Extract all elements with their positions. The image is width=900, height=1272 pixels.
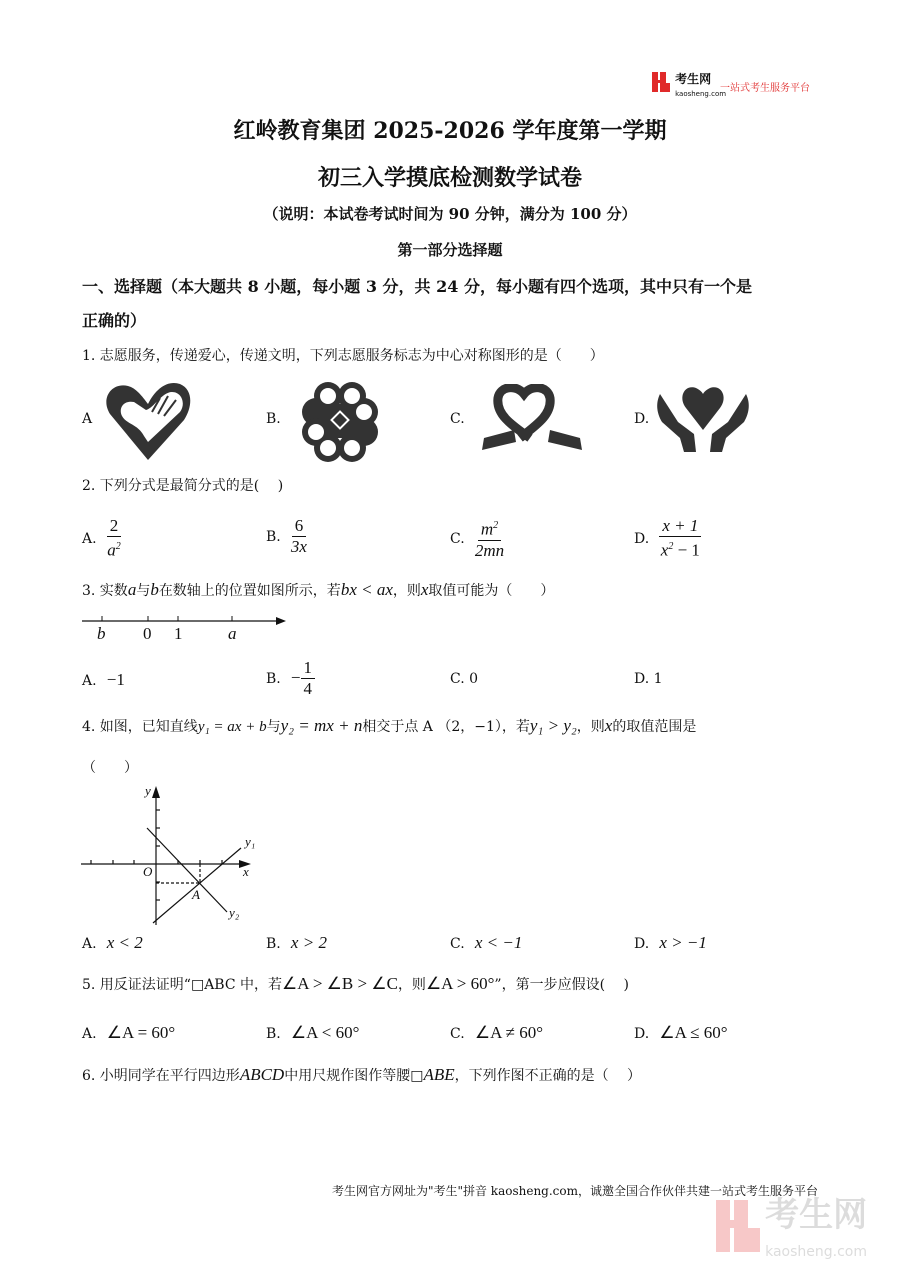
q2-option-d [634,516,701,561]
axis-label-b: b [97,624,106,643]
q2-option-c [450,516,504,561]
option-label: D. [634,1026,650,1042]
denominator-tail: − 1 [673,540,700,560]
sign: − [290,668,301,687]
math: y₂ = mx + n [280,716,363,735]
option-label: B. [266,936,281,952]
option-value: ∠A = 60° [106,1023,176,1042]
math: y₁ > y₂ [529,716,577,735]
logo-mark-icon [652,72,670,92]
text: ，下列作图不正确的是（ ） [454,1068,642,1084]
q4-option-a [82,933,143,953]
text: 6. 小明同学在平行四边形 [82,1068,240,1084]
option-value: ∠A < 60° [290,1023,360,1042]
text: 相交于点 A （2，−1），若 [362,719,530,735]
q2-option-b [266,516,307,557]
axis-label-a: a [228,624,237,643]
option-label: B. [266,671,281,687]
exam-note: （说明：本试卷考试时间为 90 分钟，满分为 100 分） [263,205,637,223]
graph-label-y: y [145,783,151,798]
math: ABCD [239,1065,285,1084]
fraction [659,516,701,561]
q5-stem [82,974,629,994]
graph-label-x: x [243,864,249,879]
q5-option-a [82,1023,175,1043]
option-value: x < 2 [106,933,143,952]
denominator: x [660,540,669,560]
text: ，则 [397,977,426,993]
option-label: A. [82,1026,97,1042]
q1-option-c-label: C. [450,411,465,427]
numerator: x + 1 [659,516,701,537]
q1-option-b-label: B. [266,411,281,427]
watermark-logo [716,1195,868,1266]
math: y₁ = ax + b [197,719,267,735]
q1-option-d-label: D. [634,411,650,427]
text: 在数轴上的位置如图所示，若 [158,583,341,599]
math: x [604,716,613,735]
q6-stem [82,1065,641,1085]
q1-stem: 1. 志愿服务，传递爱心，传递文明，下列志愿服务标志为中心对称图形的是（ ） [82,348,604,364]
fraction [301,658,316,699]
graph-label-origin: O [143,864,153,879]
option-label: D. [634,530,650,547]
text: 3. 实数 [82,583,128,599]
math: a [127,580,137,599]
q3-option-b [266,658,315,699]
option-label: B. [266,529,281,545]
numerator: 6 [292,516,307,537]
option-value: x < −1 [474,933,523,952]
math: bx < ax [340,580,393,599]
option-label: A. [82,673,97,689]
text: ，则 [392,583,421,599]
graph-label-y1: y₁ [245,834,256,849]
text: 与 [136,583,151,599]
exponent: 2 [493,520,499,531]
section-heading-line1: 一、选择题（本大题共 8 小题，每小题 3 分，共 24 分，每小题有四个选项，其中只有一个是 [82,277,752,296]
option-label: A. [82,530,97,547]
option-label: C. [450,530,465,547]
numerator: 2 [107,516,122,537]
option-label: B. [266,1026,281,1042]
q4-option-b [266,933,327,953]
denominator: a [107,540,116,560]
footer-text: 考生网官方网址为"考生"拼音 kaosheng.com，诚邀全国合作伙伴共建一站式考生服务平台 [331,1184,818,1198]
fraction [475,516,504,561]
option-label: D. [634,936,650,952]
numerator: m [480,519,494,539]
text: ，则 [576,719,605,735]
q5-option-d [634,1023,728,1043]
math: ABE [423,1065,455,1084]
q3-stem [82,580,554,600]
part-heading: 第一部分选择题 [397,241,503,259]
option-label: A. [82,936,97,952]
q5-option-c [450,1023,543,1043]
q4-answer-paren: （ ） [82,760,138,776]
exponent: 2 [115,541,121,552]
clover-hands-icon [298,378,382,464]
text: ”，第一步应假设( ) [494,977,629,993]
q2-stem: 2. 下列分式是最简分式的是( ) [82,478,284,494]
q4-option-d [634,933,707,953]
denominator: 2mn [474,540,505,560]
exam-title-line1: 红岭教育集团 2025-2026 学年度第一学期 [233,118,667,144]
option-value: ∠A ≠ 60° [474,1023,544,1042]
watermark-mark-icon [716,1200,760,1252]
text: 5. 用反证法证明“□ABC 中，若 [82,977,283,993]
math: ∠A > ∠B > ∠C [282,974,398,993]
number-line [80,612,290,628]
q2-option-a [82,516,121,561]
exponent: 2 [668,541,674,552]
math: b [150,580,159,599]
watermark-text: 考生网 [765,1195,868,1235]
q4-stem [82,716,696,736]
math: ∠A > 60° [425,974,495,993]
q1-option-a-label: A [82,411,93,427]
denominator: 4 [303,679,313,698]
text: 4. 如图，已知直线 [82,719,198,735]
numerator: 1 [301,658,316,679]
logo-text: 考生网 [675,72,712,86]
text: 中用尺规作图作等腰□ [284,1068,424,1084]
watermark-sub: kaosheng.com [765,1244,867,1260]
graph-label-y2: y₂ [229,905,240,920]
q3-option-d: D. 1 [634,671,663,687]
option-label: C. [450,936,465,952]
q3-option-c: C. 0 [450,671,479,687]
header-slogan: 一站式考生服务平台 [720,83,810,94]
hands-heart-icon [656,382,750,452]
section-heading-line2: 正确的） [82,311,147,330]
option-value: x > −1 [659,933,707,952]
option-label: C. [450,1026,465,1042]
option-value: ∠A ≤ 60° [659,1023,728,1042]
text: 的取值范围是 [612,719,697,735]
fraction [291,516,307,557]
q3-option-a [82,670,125,690]
q5-option-b [266,1023,359,1043]
heart-hand-icon [104,378,192,462]
knot-heart-icon [480,384,584,450]
graph-label-a: A [192,887,200,902]
fraction [107,516,122,561]
option-value: x > 2 [290,933,327,952]
site-logo [652,72,726,100]
axis-label-one: 1 [174,624,183,643]
denominator: 3x [290,537,307,556]
q4-option-c [450,933,522,953]
math: x [420,580,429,599]
logo-sub: kaosheng.com [675,90,727,98]
text: 取值可能为（ ） [428,583,555,599]
option-value: −1 [106,670,125,689]
exam-title-line2: 初三入学摸底检测数学试卷 [317,165,582,191]
axis-label-zero: 0 [143,624,152,643]
text: 与 [266,719,281,735]
